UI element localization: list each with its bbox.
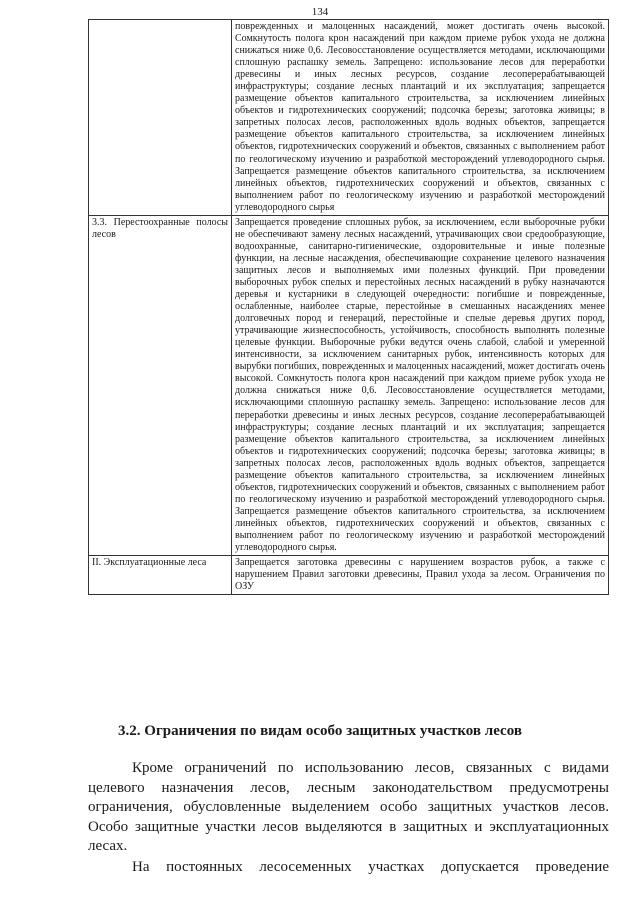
restrictions-table — [88, 19, 609, 595]
table-cell-category: 3.3. Перестоохранные полосы лесов — [89, 215, 232, 555]
table-cell-category: II. Эксплуатационные леса — [89, 556, 232, 595]
table-row — [89, 20, 609, 216]
body-paragraph: На постоянных лесосеменных участках допускается проведение — [132, 859, 609, 875]
table-cell-restrictions: Запрещается проведение сплошных рубок, за исключением, если выборочные рубки не обеспечивают замену лесных насаждений, утрачивающих свои средообразующие, водоохранные, санитарно-гигиенические, оздоровительные и иные полезные функции, на лесные насаждения, обеспечивающие сохранение целевого назначения защитных лесов и выполняемых ими полезных функций. При проведении выборочных рубок спелых и перестойных лесных насаждений в рубку назначаются деревья и кустарники в следующей очередности: погибшие и поврежденные, ослабленные, наиболее старые, перестойные в смешанных насаждениях менее долговечных пород и генераций, перестойные и спелые деревья других пород, утрачивающие жизнеспособность, устойчивость, способность выполнять полезные целевые функции. Выборочные рубки ведутся очень слабой, слабой и умеренной интенсивности, за исключением санитарных рубок, интенсивность которых для вырубки погибших, поврежденных и малоценных насаждений, может достигать очень высокой. Сомкнутость полога крон насаждений при каждом приеме рубок ухода не должна снижаться ниже 0,6. Лесовосстановление осуществляется методами, исключающими сплошную распашку земель. Запрещено: использование лесов для переработки древесины и иных лесных ресурсов, создание лесоперерабатывающей инфраструктуры; создание лесных плантаций и их эксплуатация; запрещается размещение объектов капитального строительства, за исключением линейных объектов и гидротехнических сооружений; подсочка березы; заготовка живицы; в запретных полосах лесов, расположенных вдоль водных объектов, запрещается размещение объектов капитального строительства, за исключением линейных объектов, гидротехнических сооружений и объектов, связанных с выполнением работ по геологическому изучению и разработкой месторождений углеводородного сырья. Запрещается размещение объектов капитального строительства, за исключением линейных объектов, гидротехнических сооружений и объектов, связанных с выполнением работ по геологическому изучению и разработкой месторождений углеводородного сырья. — [232, 215, 609, 555]
page-number: 134 — [311, 6, 329, 18]
section-heading: 3.2. Ограничения по видам особо защитных участков лесов — [118, 723, 522, 739]
table-cell-restrictions: поврежденных и малоценных насаждений, может достигать очень высокой. Сомкнутость полога крон насаждений при каждом приеме рубок ухода не должна снижаться ниже 0,6. Лесовосстановление осуществляется методами, исключающими сплошную распашку земель. Запрещено: использование лесов для переработки древесины и иных лесных ресурсов, создание лесоперерабатывающей инфраструктуры; создание лесных плантаций и их эксплуатация; запрещается размещение объектов капитального строительства, за исключением линейных объектов и гидротехнических сооружений; подсочка березы; заготовка живицы; в запретных полосах лесов, расположенных вдоль водных объектов, запрещается размещение объектов капитального строительства, за исключением линейных объектов, гидротехнических сооружений и объектов, связанных с выполнением работ по геологическому изучению и разработкой месторождений углеводородного сырья. Запрещается размещение объектов капитального строительства, за исключением линейных объектов, гидротехнических сооружений и объектов, связанных с выполнением работ по геологическому изучению и разработкой месторождений углеводородного сырья — [232, 20, 609, 216]
table-cell-restrictions: Запрещается заготовка древесины с нарушением возрастов рубок, а также с нарушением Правил заготовки древесины, Правил ухода за лесом. Ограничения по ОЗУ — [232, 556, 609, 595]
table-cell-category — [89, 20, 232, 216]
table-row — [89, 556, 609, 595]
table-row — [89, 215, 609, 555]
body-paragraph: Кроме ограничений по использованию лесов, связанных с видами целевого назначения лесов, лесным законодательством предусмотрены ограничения, обусловленные выделением особо защитных участков лесов. Особо защитные участки лесов выделяются в защитных и эксплуатационных лесах. — [88, 760, 609, 854]
